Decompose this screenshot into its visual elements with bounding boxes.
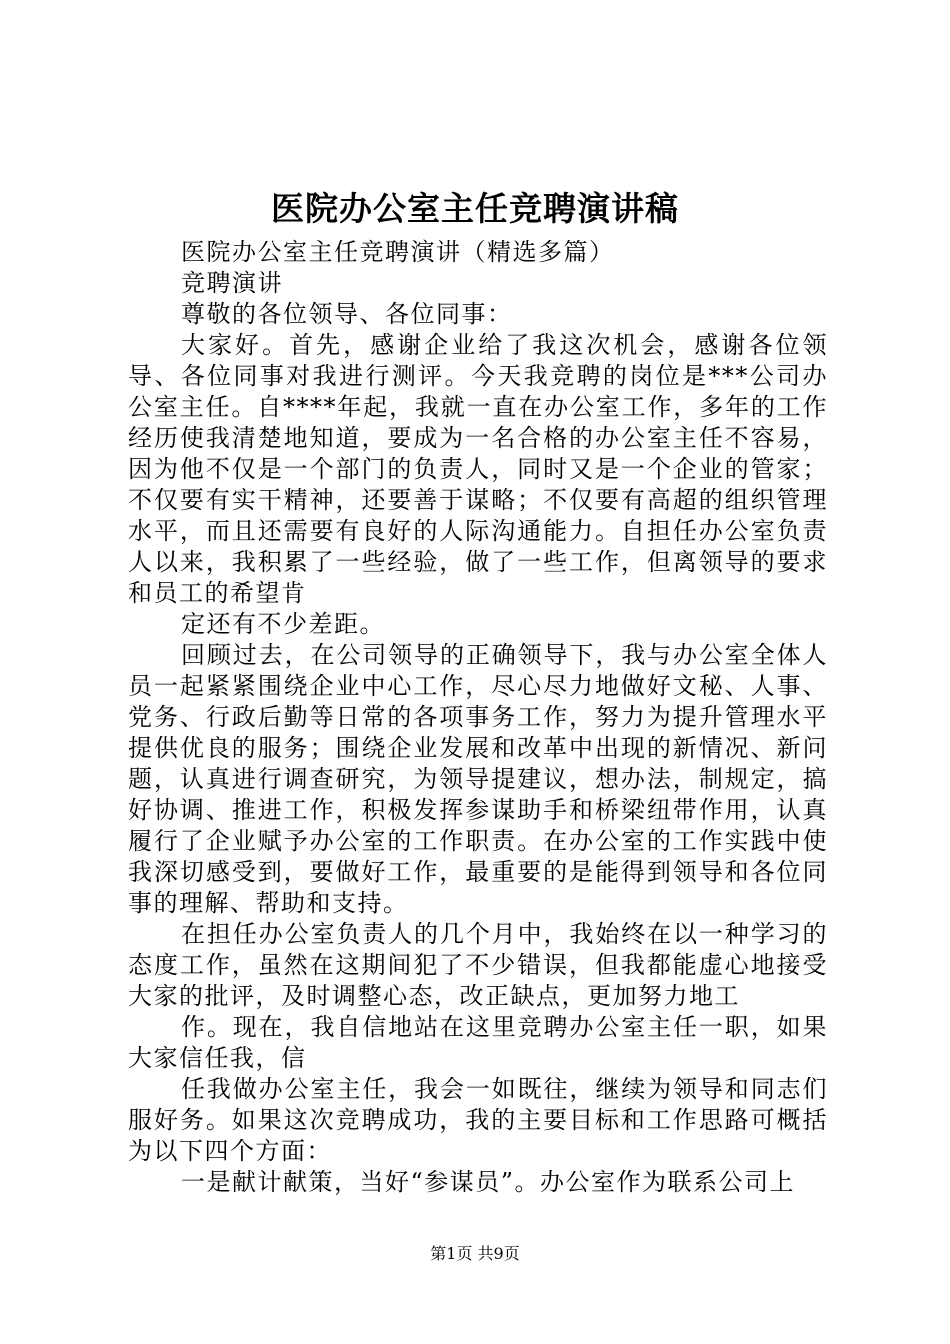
paragraph-heading: 竞聘演讲 <box>181 269 283 297</box>
paragraph: 作。现在，我自信地站在这里竞聘办公室主任一职，如果大家信任我，信 <box>128 1013 828 1072</box>
paragraph: 在担任办公室负责人的几个月中，我始终在以一种学习的态度工作，虽然在这期间犯了不少错误，但我都能虚心地接受大家的批评，及时调整心态，改正缺点，更加努力地工 <box>128 920 828 1010</box>
paragraph: 任我做办公室主任，我会一如既往，继续为领导和同志们服好务。如果这次竞聘成功，我的主要目标和工作思路可概括为以下四个方面： <box>128 1075 828 1165</box>
paragraph: 定还有不少差距。 <box>181 610 385 638</box>
paragraph: 大家好。首先，感谢企业给了我这次机会，感谢各位领导、各位同事对我进行测评。今天我竞聘的岗位是***公司办公室主任。自****年起，我就一直在办公室工作，多年的工作经历使我清楚地知道，要成为一名合格的办公室主任不容易，因为他不仅是一个部门的负责人，同时又是一个企业的管家；不仅要有实干精神，还要善于谋略；不仅要有高超的组织管理水平，而且还需要有良好的人际沟通能力。自担任办公室负责人以来，我积累了一些经验，做了一些工作，但离领导的要求和员工的希望肯 <box>128 331 828 607</box>
paragraph: 一是献计献策，当好“参谋员”。办公室作为联系公司上 <box>181 1168 796 1196</box>
document-body <box>128 237 828 1198</box>
paragraph: 回顾过去，在公司领导的正确领导下，我与办公室全体人员一起紧紧围绕企业中心工作，尽心尽力地做好文秘、人事、党务、行政后勤等日常的各项事务工作，努力为提升管理水平提供优良的服务；围绕企业发展和改革中出现的新情况、新问题，认真进行调查研究，为领导提建议，想办法，制规定，搞好协调、推进工作，积极发挥参谋助手和桥梁纽带作用，认真履行了企业赋予办公室的工作职责。在办公室的工作实践中使我深切感受到，要做好工作，最重要的是能得到领导和各位同事的理解、帮助和支持。 <box>128 641 828 917</box>
paragraph-subtitle: 医院办公室主任竞聘演讲（精选多篇） <box>181 238 615 266</box>
page-number-footer: 第1页 共9页 <box>430 1244 520 1263</box>
paragraph-salutation: 尊敬的各位领导、各位同事： <box>181 300 513 328</box>
document-title: 医院办公室主任竞聘演讲稿 <box>271 189 679 228</box>
